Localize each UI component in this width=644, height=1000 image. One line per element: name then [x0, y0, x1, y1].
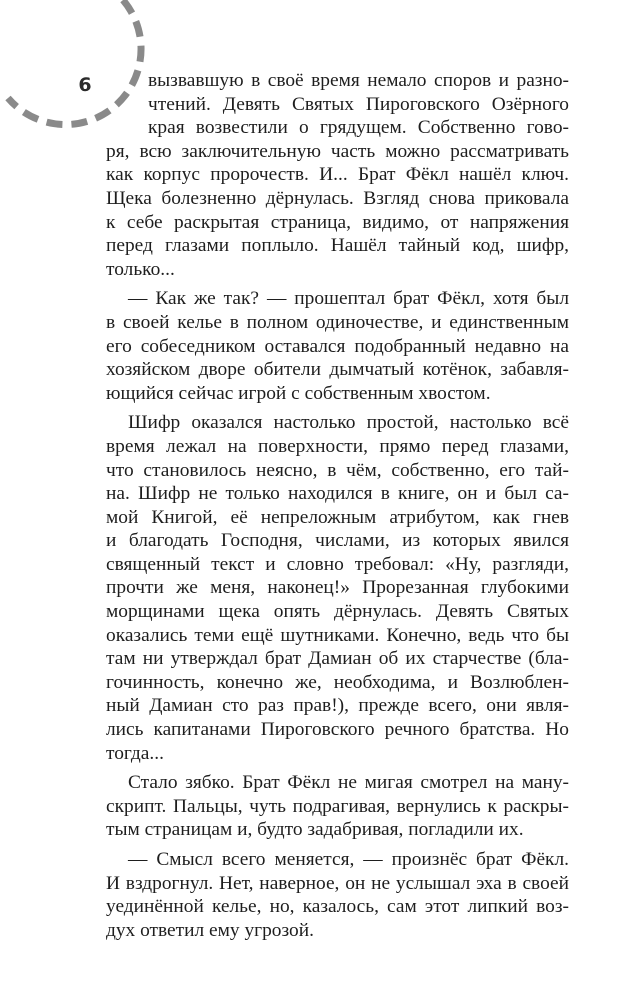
text-line: в своей келье в полном одиночестве, и единственным — [106, 311, 569, 333]
text-line: края возвестили о грядущем. Собственно гово- — [148, 117, 569, 139]
text-line: тогда... — [106, 742, 164, 764]
text-line: хозяйском дворе обители дымчатый котёнок, забавля- — [106, 359, 569, 381]
page-number: 6 — [78, 74, 92, 96]
text-line: Шифр оказался настолько простой, настолько всё — [128, 412, 569, 434]
text-line: его собеседником оставался подобранный недавно на — [106, 335, 569, 357]
paragraph — [106, 848, 569, 942]
text-body — [106, 69, 569, 942]
text-line: скрипт. Пальцы, чуть подрагивая, вернулись к раскры- — [106, 795, 569, 817]
text-line: ющийся сейчас игрой с собственным хвостом. — [106, 382, 491, 404]
text-line: вызвавшую в своё время немало споров и разно- — [148, 70, 569, 91]
text-line: перед глазами поплыло. Нашёл тайный код, шифр, — [106, 235, 569, 257]
text-line: священный текст и словно требовал: «Ну, разгляди, — [106, 553, 569, 575]
text-line: ря, всю заключительную часть можно рассматривать — [106, 140, 569, 162]
text-line: И вздрогнул. Нет, наверное, он не услышал эха в своей — [106, 872, 569, 894]
text-line: тым страницам и, будто задабривая, погладили их. — [106, 819, 524, 841]
text-line: чтений. Девять Святых Пироговского Озёрного — [148, 93, 569, 115]
text-line: лись капитанами Пироговского речного братства. Но — [106, 719, 569, 741]
text-line: Щека болезненно дёрнулась. Взгляд снова приковала — [106, 187, 569, 209]
paragraph — [106, 411, 569, 765]
text-line: и благодать Господня, числами, из которых явился — [106, 530, 569, 552]
paragraph — [106, 69, 569, 281]
text-line: как корпус пророчеств. И... Брат Фёкл нашёл ключ. — [106, 164, 569, 186]
paragraph — [106, 287, 569, 405]
text-line: прочти же меня, наконец!» Прорезанная глубокими — [106, 577, 569, 599]
text-line: там ни утверждал брат Дамиан об их старчестве (бла- — [106, 648, 569, 670]
text-line: дух ответил ему угрозой. — [106, 919, 314, 941]
paragraph — [106, 771, 569, 842]
text-line: к себе раскрытая страница, видимо, от напряжения — [106, 211, 569, 233]
text-line: оказались теми ещё шутниками. Конечно, ведь что бы — [106, 624, 569, 646]
text-line: — Как же так? — прошептал брат Фёкл, хотя был — [128, 288, 569, 310]
text-line: морщинами щека опять дёрнулась. Девять Святых — [106, 601, 569, 623]
text-line: — Смысл всего меняется, — произнёс брат Фёкл. — [128, 849, 569, 870]
text-line: Стало зябко. Брат Фёкл не мигая смотрел на ману- — [128, 772, 569, 794]
text-line: уединённой келье, но, казалось, сам этот липкий воз- — [106, 896, 569, 918]
text-line: ный Дамиан сто раз прав!), прежде всего, они явля- — [106, 695, 569, 717]
text-line: на. Шифр не только находился в книге, он и был са- — [106, 483, 569, 505]
text-line: гочинность, конечно же, необходима, и Возлюблен- — [106, 671, 569, 693]
text-line: только... — [106, 258, 175, 280]
text-line: мой Книгой, её непреложным атрибутом, как гнев — [106, 506, 569, 528]
text-line: что становилось неясно, в чём, собственно, его тай- — [106, 459, 569, 481]
text-line: время лежал на поверхности, прямо перед глазами, — [106, 435, 569, 457]
